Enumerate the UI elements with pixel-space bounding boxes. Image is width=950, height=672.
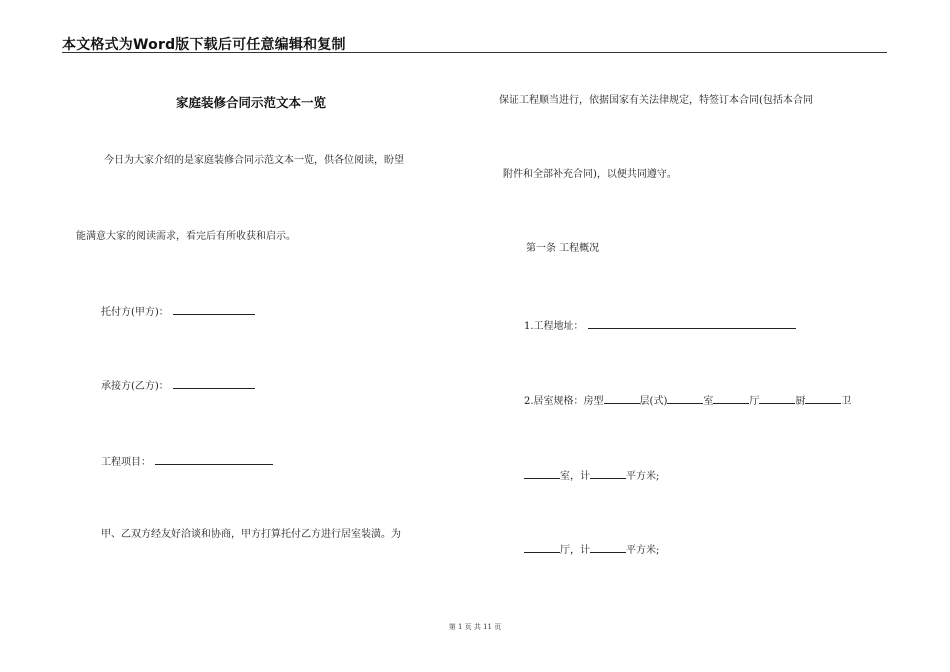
- article-1-heading: 第一条 工程概况: [526, 243, 600, 254]
- document-title: 家庭装修合同示范文本一览: [176, 95, 327, 110]
- hall-area-unit: 厅，计: [560, 545, 590, 556]
- room-area-size-blank: [590, 468, 626, 479]
- kitchen-unit: 厨: [795, 396, 806, 407]
- site-address-label: 1.工程地址：: [524, 321, 584, 332]
- contractor-party-line: [101, 378, 255, 394]
- document-header-title: 本文格式为Word版下载后可任意编辑和复制: [62, 37, 346, 53]
- page-footer: 第 1 页 共 11 页: [448, 623, 502, 631]
- room-area-blank: [524, 468, 560, 479]
- project-label: 工程项目：: [101, 457, 151, 468]
- hall-area-line: [524, 542, 659, 558]
- negotiation-line: 甲、乙双方经友好洽谈和协商，甲方打算托付乙方进行居室装潢。为: [101, 529, 401, 540]
- header-divider: [62, 52, 887, 53]
- client-party-label: 托付方(甲方)：: [101, 307, 169, 318]
- bath-unit: 卫: [841, 396, 852, 407]
- room-area-line: [524, 468, 659, 484]
- room-count-blank: [667, 393, 703, 404]
- project-line: [101, 454, 273, 470]
- room-spec-line: [524, 393, 851, 409]
- bath-count-blank: [805, 393, 841, 404]
- hall-count-blank: [713, 393, 749, 404]
- site-address-blank: [588, 318, 796, 329]
- room-area-suffix: 平方米;: [626, 471, 660, 482]
- contractor-party-label: 承接方(乙方)：: [101, 381, 169, 392]
- client-party-line: [101, 304, 255, 320]
- floor-unit: 层(式): [639, 396, 668, 407]
- room-unit: 室: [703, 396, 714, 407]
- hall-area-blank: [524, 542, 560, 553]
- room-spec-prefix: 2.居室规格：房型: [524, 396, 604, 407]
- hall-area-size-blank: [590, 542, 626, 553]
- site-address-line: [524, 318, 796, 334]
- contractor-party-blank: [173, 378, 255, 389]
- room-area-unit: 室，计: [560, 471, 590, 482]
- floor-blank: [604, 393, 640, 404]
- hall-unit: 厅: [749, 396, 760, 407]
- kitchen-count-blank: [759, 393, 795, 404]
- project-blank: [155, 454, 273, 465]
- intro-line-2: 能满意大家的阅读需求，看完后有所收获和启示。: [76, 231, 296, 242]
- hall-area-suffix: 平方米;: [626, 545, 660, 556]
- client-party-blank: [173, 304, 255, 315]
- continuation-line-1: 保证工程顺当进行，依据国家有关法律规定，特签订本合同(包括本合同: [499, 95, 813, 106]
- intro-line-1: 今日为大家介绍的是家庭装修合同示范文本一览，供各位阅读，盼望: [104, 155, 404, 166]
- continuation-line-2: 附件和全部补充合同)，以便共同遵守。: [503, 169, 677, 180]
